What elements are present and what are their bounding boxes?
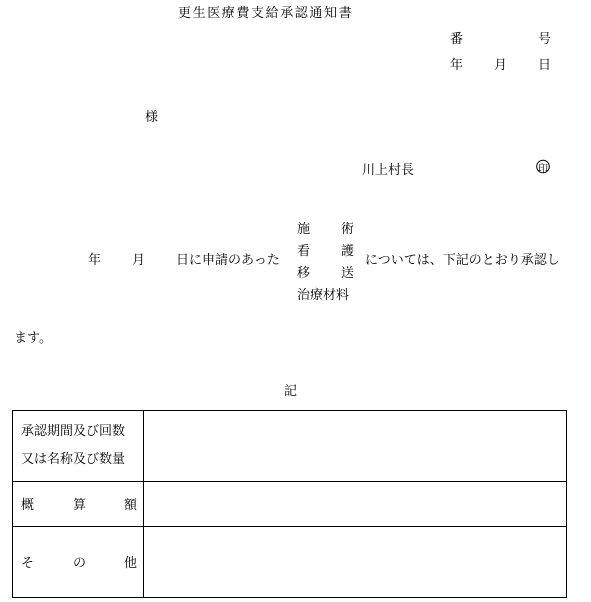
other-label-char: そ — [21, 556, 35, 571]
request-approval-text: については、下記のとおり承認し — [365, 253, 560, 268]
estimated-amount-label-char: 概 — [21, 498, 35, 513]
date-day-label: 日 — [538, 58, 552, 73]
approval-period-label-cell — [13, 411, 144, 482]
estimated-amount-value-cell — [144, 482, 567, 527]
request-year-label: 年 — [88, 253, 102, 268]
approval-period-value-cell — [144, 411, 567, 482]
request-approval-continuation: ます。 — [14, 331, 52, 346]
estimated-amount-label-char: 額 — [124, 498, 138, 513]
table-row — [13, 482, 567, 527]
treatment-item: 施 術 — [297, 222, 355, 237]
estimated-amount-label-char: 算 — [73, 498, 87, 513]
number-label-go: 号 — [538, 32, 552, 47]
other-value-cell — [144, 527, 567, 598]
seal-mark — [537, 159, 547, 175]
table-row — [13, 411, 567, 482]
approval-period-label-line1: 承認期間及び回数 — [21, 424, 126, 439]
addressee-suffix: 様 — [145, 110, 159, 125]
other-label-char: 他 — [124, 556, 138, 571]
document-title: 更生医療費支給承認通知書 — [178, 6, 354, 21]
request-day-text: 日に申請のあった — [176, 253, 280, 268]
approval-details-table — [12, 410, 567, 598]
issuer-name: 川上村長 — [362, 163, 415, 178]
treatment-item: 移 送 — [297, 266, 355, 281]
date-month-label: 月 — [494, 58, 508, 73]
table-row — [13, 527, 567, 598]
treatment-item: 看 護 — [297, 244, 355, 259]
other-label-cell — [13, 527, 144, 598]
estimated-amount-label-cell — [13, 482, 144, 527]
approval-period-label-line2: 又は名称及び数量 — [21, 452, 126, 467]
number-label-ban: 番 — [450, 32, 464, 47]
request-month-label: 月 — [132, 253, 146, 268]
date-year-label: 年 — [450, 58, 464, 73]
treatment-item-list — [297, 219, 357, 307]
seal-character: 印 — [538, 164, 548, 175]
ki-heading: 記 — [284, 384, 298, 399]
treatment-item: 治療材料 — [297, 288, 350, 303]
other-label-char: の — [73, 556, 87, 571]
